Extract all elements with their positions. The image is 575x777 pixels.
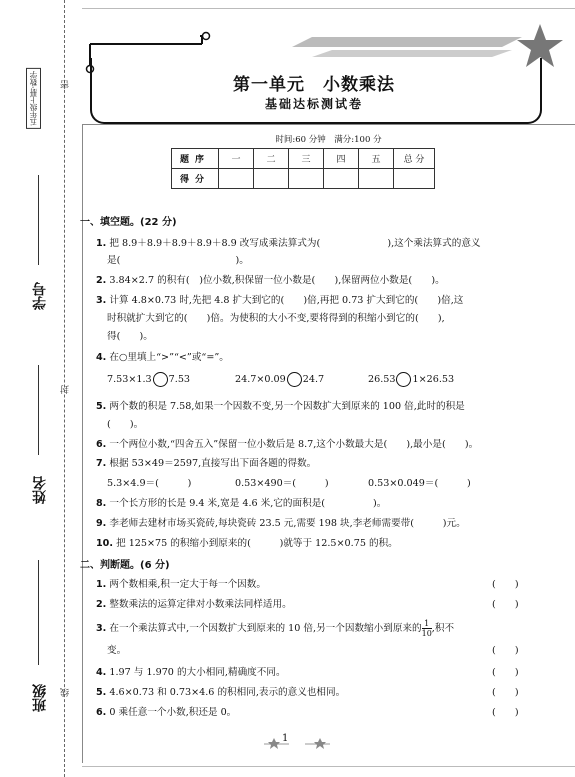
judge-5 [96,684,345,698]
bottom-border-line [82,766,575,767]
question-text: 计算 4.8×0.73 时,先把 4.8 扩大到它的( )倍,再把 0.73 扩大到它的( )倍,这 [109,295,464,306]
seal-mark-xian: 线 [61,688,71,697]
question-5-line-1 [96,398,465,412]
question-1-line-2: 是( )。 [107,255,249,266]
question-8 [96,495,386,509]
answer-paren[interactable]: ( ) [492,687,519,698]
compare-item-3 [368,372,454,387]
question-3-line-1 [96,292,463,306]
question-number: 1. [96,579,107,590]
q7-item-1: 5.3×4.9＝( ) [107,478,192,489]
question-number: 2. [96,599,107,610]
question-number: 10. [96,538,113,549]
compare-circle[interactable] [287,372,302,387]
fraction [422,619,432,638]
section-2-heading: 二、判断题。(6 分) [80,560,170,571]
compare-circle[interactable] [153,372,168,387]
compare-item-2 [235,372,324,387]
question-text: 在○里填上“>”“<”或“=”。 [109,352,229,363]
question-5-line-2: ( )。 [107,419,144,430]
question-text: 4.6×0.73 和 0.73×4.6 的积相同,表示的意义也相同。 [109,687,346,698]
section-1-heading: 一、填空题。(22 分) [80,217,177,228]
student-id-label: 学号 [32,282,48,310]
judge-2 [96,596,292,610]
class-line [38,560,39,665]
compare-left: 7.53×1.3 [107,374,152,385]
question-text: 整数乘法的运算定律对小数乘法同样适用。 [109,599,292,610]
question-2 [96,272,445,286]
score-cell[interactable] [219,169,254,189]
question-number: 2. [96,275,107,286]
score-cell[interactable] [289,169,324,189]
question-text: 一个长方形的长是 9.4 米,宽是 4.6 米,它的面积是( )。 [109,498,387,509]
question-text-tail: ,积不 [431,623,455,634]
page-title: 第一单元 小数乘法 [233,75,395,95]
name-line [38,365,39,455]
page-number-ornament [262,735,332,751]
score-col-1: 一 [219,149,254,169]
score-col-5: 五 [359,149,394,169]
judge-4 [96,664,286,678]
score-col-total: 总 分 [394,149,435,169]
student-id-line [38,175,39,265]
score-table-row-label: 题序 [172,149,219,169]
grade-tag: 五年级上册·数学 [26,68,41,129]
compare-left: 26.53 [368,374,396,385]
question-4 [96,349,229,363]
question-text: 把 8.9＋8.9＋8.9＋8.9＋8.9 改写成乘法算式为( ),这个乘法算式的意义 [109,238,481,249]
answer-paren[interactable]: ( ) [492,579,519,590]
question-text: 李老师去建材市场买瓷砖,每块瓷砖 23.5 元,需要 198 块,李老师需要带( )元。 [109,518,466,529]
score-col-2: 二 [254,149,289,169]
question-number: 7. [96,458,107,469]
score-table-score-row [172,169,435,189]
question-text: 两个数的积是 7.58,如果一个因数不变,另一个因数扩大到原来的 100 倍,此时的积是 [109,401,465,412]
score-cell[interactable] [254,169,289,189]
score-row-label: 得分 [172,169,219,189]
q7-item-2: 0.53×490＝( ) [235,478,329,489]
judge-3-line-1 [96,619,454,638]
binding-strip [0,0,78,777]
question-number: 3. [96,623,107,634]
compare-left: 24.7×0.09 [235,374,286,385]
question-9 [96,515,466,529]
top-border-line [82,8,575,9]
compare-circle[interactable] [396,372,411,387]
compare-right: 7.53 [168,374,191,385]
compare-item-1 [107,372,190,387]
name-label: 姓名 [32,476,48,504]
question-number: 5. [96,687,107,698]
compare-right: 24.7 [302,374,325,385]
question-6 [96,436,478,450]
class-label: 班级 [32,684,48,712]
time-info: 时间:60 分钟 满分:100 分 [275,135,382,145]
answer-paren[interactable]: ( ) [492,707,519,718]
question-text: 根据 53×49＝2597,直接写出下面各题的得数。 [109,458,317,469]
score-table [171,148,435,189]
seal-mark-feng: 封 [61,385,71,394]
page-subtitle: 基础达标测试卷 [264,97,363,111]
question-number: 1. [96,238,107,249]
question-1-line-1 [96,235,481,249]
judge-6 [96,704,236,718]
score-cell[interactable] [394,169,435,189]
answer-paren[interactable]: ( ) [492,645,519,656]
q7-item-3: 0.53×0.049＝( ) [368,478,471,489]
question-text: 1.97 与 1.970 的大小相同,精确度不同。 [109,667,286,678]
question-text: 在一个乘法算式中,一个因数扩大到原来的 10 倍,另一个因数缩小到原来的 [109,623,422,634]
question-text: 3.84×2.7 的积有( )位小数,积保留一位小数是( ),保留两位小数是( )。 [109,275,445,286]
question-text: 两个数相乘,积一定大于每一个因数。 [109,579,266,590]
answer-paren[interactable]: ( ) [492,667,519,678]
question-number: 3. [96,295,107,306]
answer-paren[interactable]: ( ) [492,599,519,610]
question-number: 4. [96,352,107,363]
question-text: 把 125×75 的积缩小到原来的( )就等于 12.5×0.75 的积。 [116,538,398,549]
score-col-4: 四 [324,149,359,169]
question-number: 6. [96,439,107,450]
question-number: 5. [96,401,107,412]
question-7 [96,455,316,469]
compare-right: 1×26.53 [412,374,455,385]
question-3-line-3: 得( )。 [107,331,153,342]
page-number: 1 [282,733,289,744]
fraction-denominator: 10 [421,629,432,638]
score-col-3: 三 [289,149,324,169]
fraction-numerator: 1 [424,619,430,628]
question-number: 9. [96,518,107,529]
question-3-line-2: 时积就扩大到它的( )倍。为使积的大小不变,要将得到的积缩小到它的( ), [107,313,445,324]
score-cell[interactable] [324,169,359,189]
question-text: 0 乘任意一个小数,积还是 0。 [109,707,237,718]
score-cell[interactable] [359,169,394,189]
score-table-header-row [172,149,435,169]
judge-1 [96,576,266,590]
question-text: 一个两位小数,“四舍五入”保留一位小数后是 8.7,这个小数最大是( ),最小是( )。 [109,439,479,450]
judge-3-line-2: 变。 [107,645,127,656]
seal-mark-mi: 密 [61,80,71,89]
question-number: 4. [96,667,107,678]
question-number: 6. [96,707,107,718]
question-10 [96,535,398,549]
question-number: 8. [96,498,107,509]
